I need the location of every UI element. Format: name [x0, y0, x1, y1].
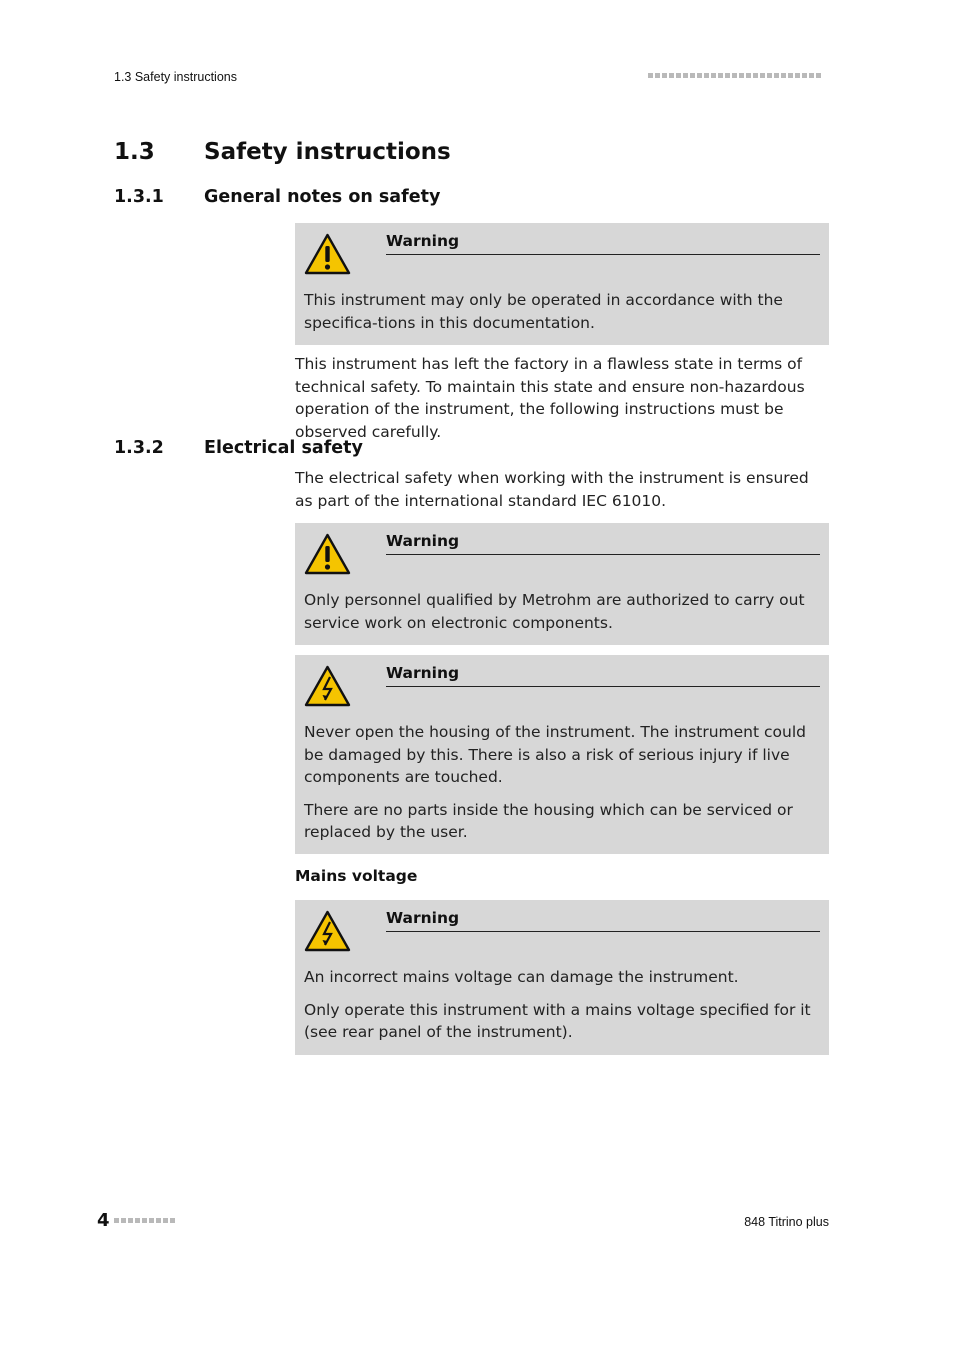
footer-decoration: [114, 1218, 175, 1223]
warning-text: Only personnel qualified by Metrohm are authorized to carry out service work on electronic components.: [304, 591, 805, 632]
subsection-heading: [0, 438, 954, 464]
product-name: 848 Titrino plus: [744, 1215, 829, 1229]
paragraph: [295, 467, 829, 512]
section-title: Safety instructions: [204, 139, 451, 165]
warning-exclamation-icon: [304, 233, 351, 275]
section-heading: [0, 139, 954, 171]
subsection-heading: [0, 187, 954, 213]
paragraph-text: This instrument has left the factory in a flawless state in terms of technical safety. To maintain this state and ensure non-hazardous operation of the instrument, the following instructions must be observed carefully.: [295, 355, 805, 441]
high-voltage-icon: [304, 910, 351, 952]
subsection-title: Electrical safety: [204, 438, 363, 458]
subsection-number: 1.3.1: [114, 187, 164, 207]
warning-heading: Warning: [386, 531, 820, 555]
subsection-number: 1.3.2: [114, 438, 164, 458]
warning-heading: Warning: [386, 231, 820, 255]
warning-heading: Warning: [386, 908, 820, 932]
warning-box: [295, 223, 829, 345]
subsection-title: General notes on safety: [204, 187, 441, 207]
warning-heading: Warning: [386, 663, 820, 687]
warning-box: [295, 655, 829, 854]
paragraph-text: The electrical safety when working with the instrument is ensured as part of the international standard IEC 61010.: [295, 469, 809, 510]
warning-text: Only operate this instrument with a mains voltage specified for it (see rear panel of the instrument).: [304, 1000, 811, 1041]
warning-text: There are no parts inside the housing which can be serviced or replaced by the user.: [304, 800, 793, 841]
section-number: 1.3: [114, 139, 155, 165]
warning-text: This instrument may only be operated in accordance with the specifica-tions in this documentation.: [304, 291, 783, 332]
warning-exclamation-icon: [304, 533, 351, 575]
warning-box: [295, 900, 829, 1055]
page-number: 4: [97, 1210, 110, 1231]
header-decoration: [648, 73, 821, 78]
mains-voltage-heading: Mains voltage: [295, 867, 418, 885]
running-header: 1.3 Safety instructions: [114, 70, 237, 84]
high-voltage-icon: [304, 665, 351, 707]
warning-text: Never open the housing of the instrument. The instrument could be damaged by this. There is also a risk of serious injury if live components are touched.: [304, 723, 806, 786]
warning-text: An incorrect mains voltage can damage the instrument.: [304, 968, 739, 986]
warning-box: [295, 523, 829, 645]
paragraph: [295, 353, 829, 443]
